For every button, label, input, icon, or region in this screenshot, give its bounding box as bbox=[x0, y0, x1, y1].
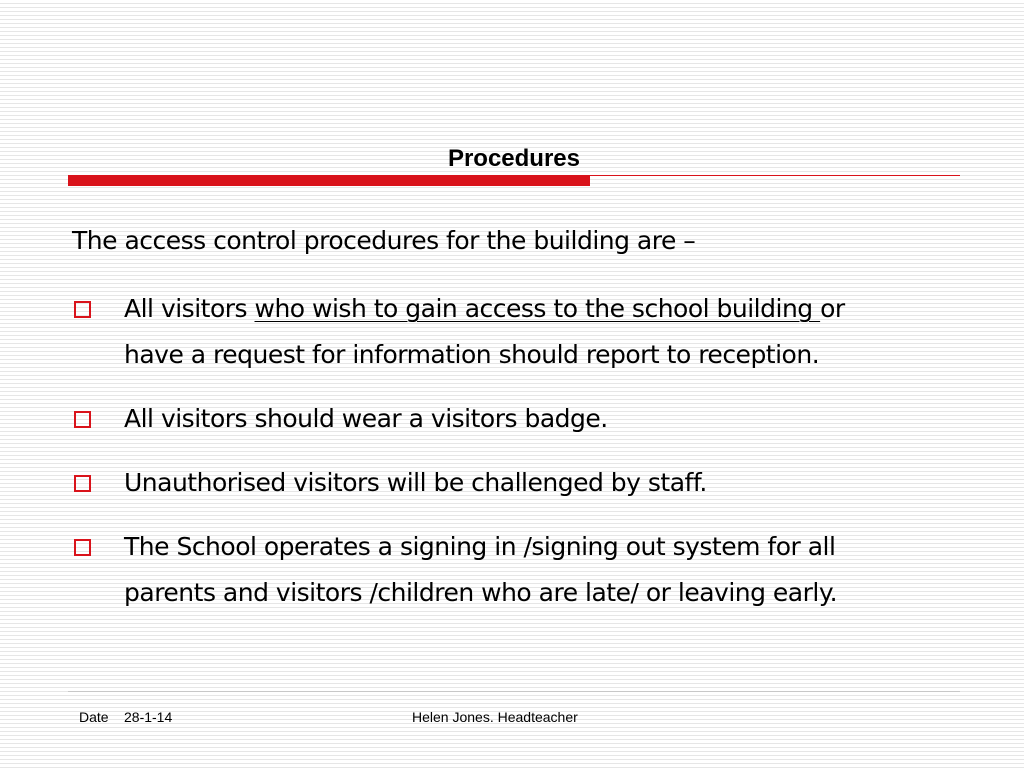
square-bullet-icon bbox=[74, 411, 91, 428]
bullet-item-signing-system bbox=[72, 524, 972, 616]
footer-divider bbox=[68, 691, 960, 692]
bullet-line: parents and visitors /children who are late/ or leaving early. bbox=[124, 578, 838, 607]
footer-date-label: Date bbox=[79, 709, 109, 725]
bullet-line: All visitors should wear a visitors badge. bbox=[124, 404, 608, 433]
bullet-list bbox=[72, 286, 972, 634]
bullet-text: All visitors bbox=[124, 294, 255, 323]
bullet-item-unauthorised-visitors bbox=[72, 460, 972, 506]
bullet-line: The School operates a signing in /signing out system for all bbox=[124, 532, 836, 561]
square-bullet-icon bbox=[74, 475, 91, 492]
title-underline-thin bbox=[590, 175, 960, 176]
bullet-item-visitor-badge bbox=[72, 396, 972, 442]
bullet-line: have a request for information should report to reception. bbox=[124, 340, 820, 369]
intro-text: The access control procedures for the building are – bbox=[72, 226, 696, 255]
bullet-line bbox=[124, 286, 972, 332]
bullet-line: Unauthorised visitors will be challenged by staff. bbox=[124, 468, 707, 497]
footer-author: Helen Jones. Headteacher bbox=[412, 709, 578, 725]
footer-date-value: 28-1-14 bbox=[124, 709, 173, 725]
square-bullet-icon bbox=[74, 539, 91, 556]
bullet-item-visitor-access bbox=[72, 286, 972, 378]
bullet-text: or bbox=[820, 294, 845, 323]
underlined-text: who wish to gain access to the school building bbox=[254, 294, 821, 323]
slide-title: Procedures bbox=[447, 145, 580, 172]
square-bullet-icon bbox=[74, 301, 91, 318]
title-underline-thick bbox=[68, 175, 590, 186]
